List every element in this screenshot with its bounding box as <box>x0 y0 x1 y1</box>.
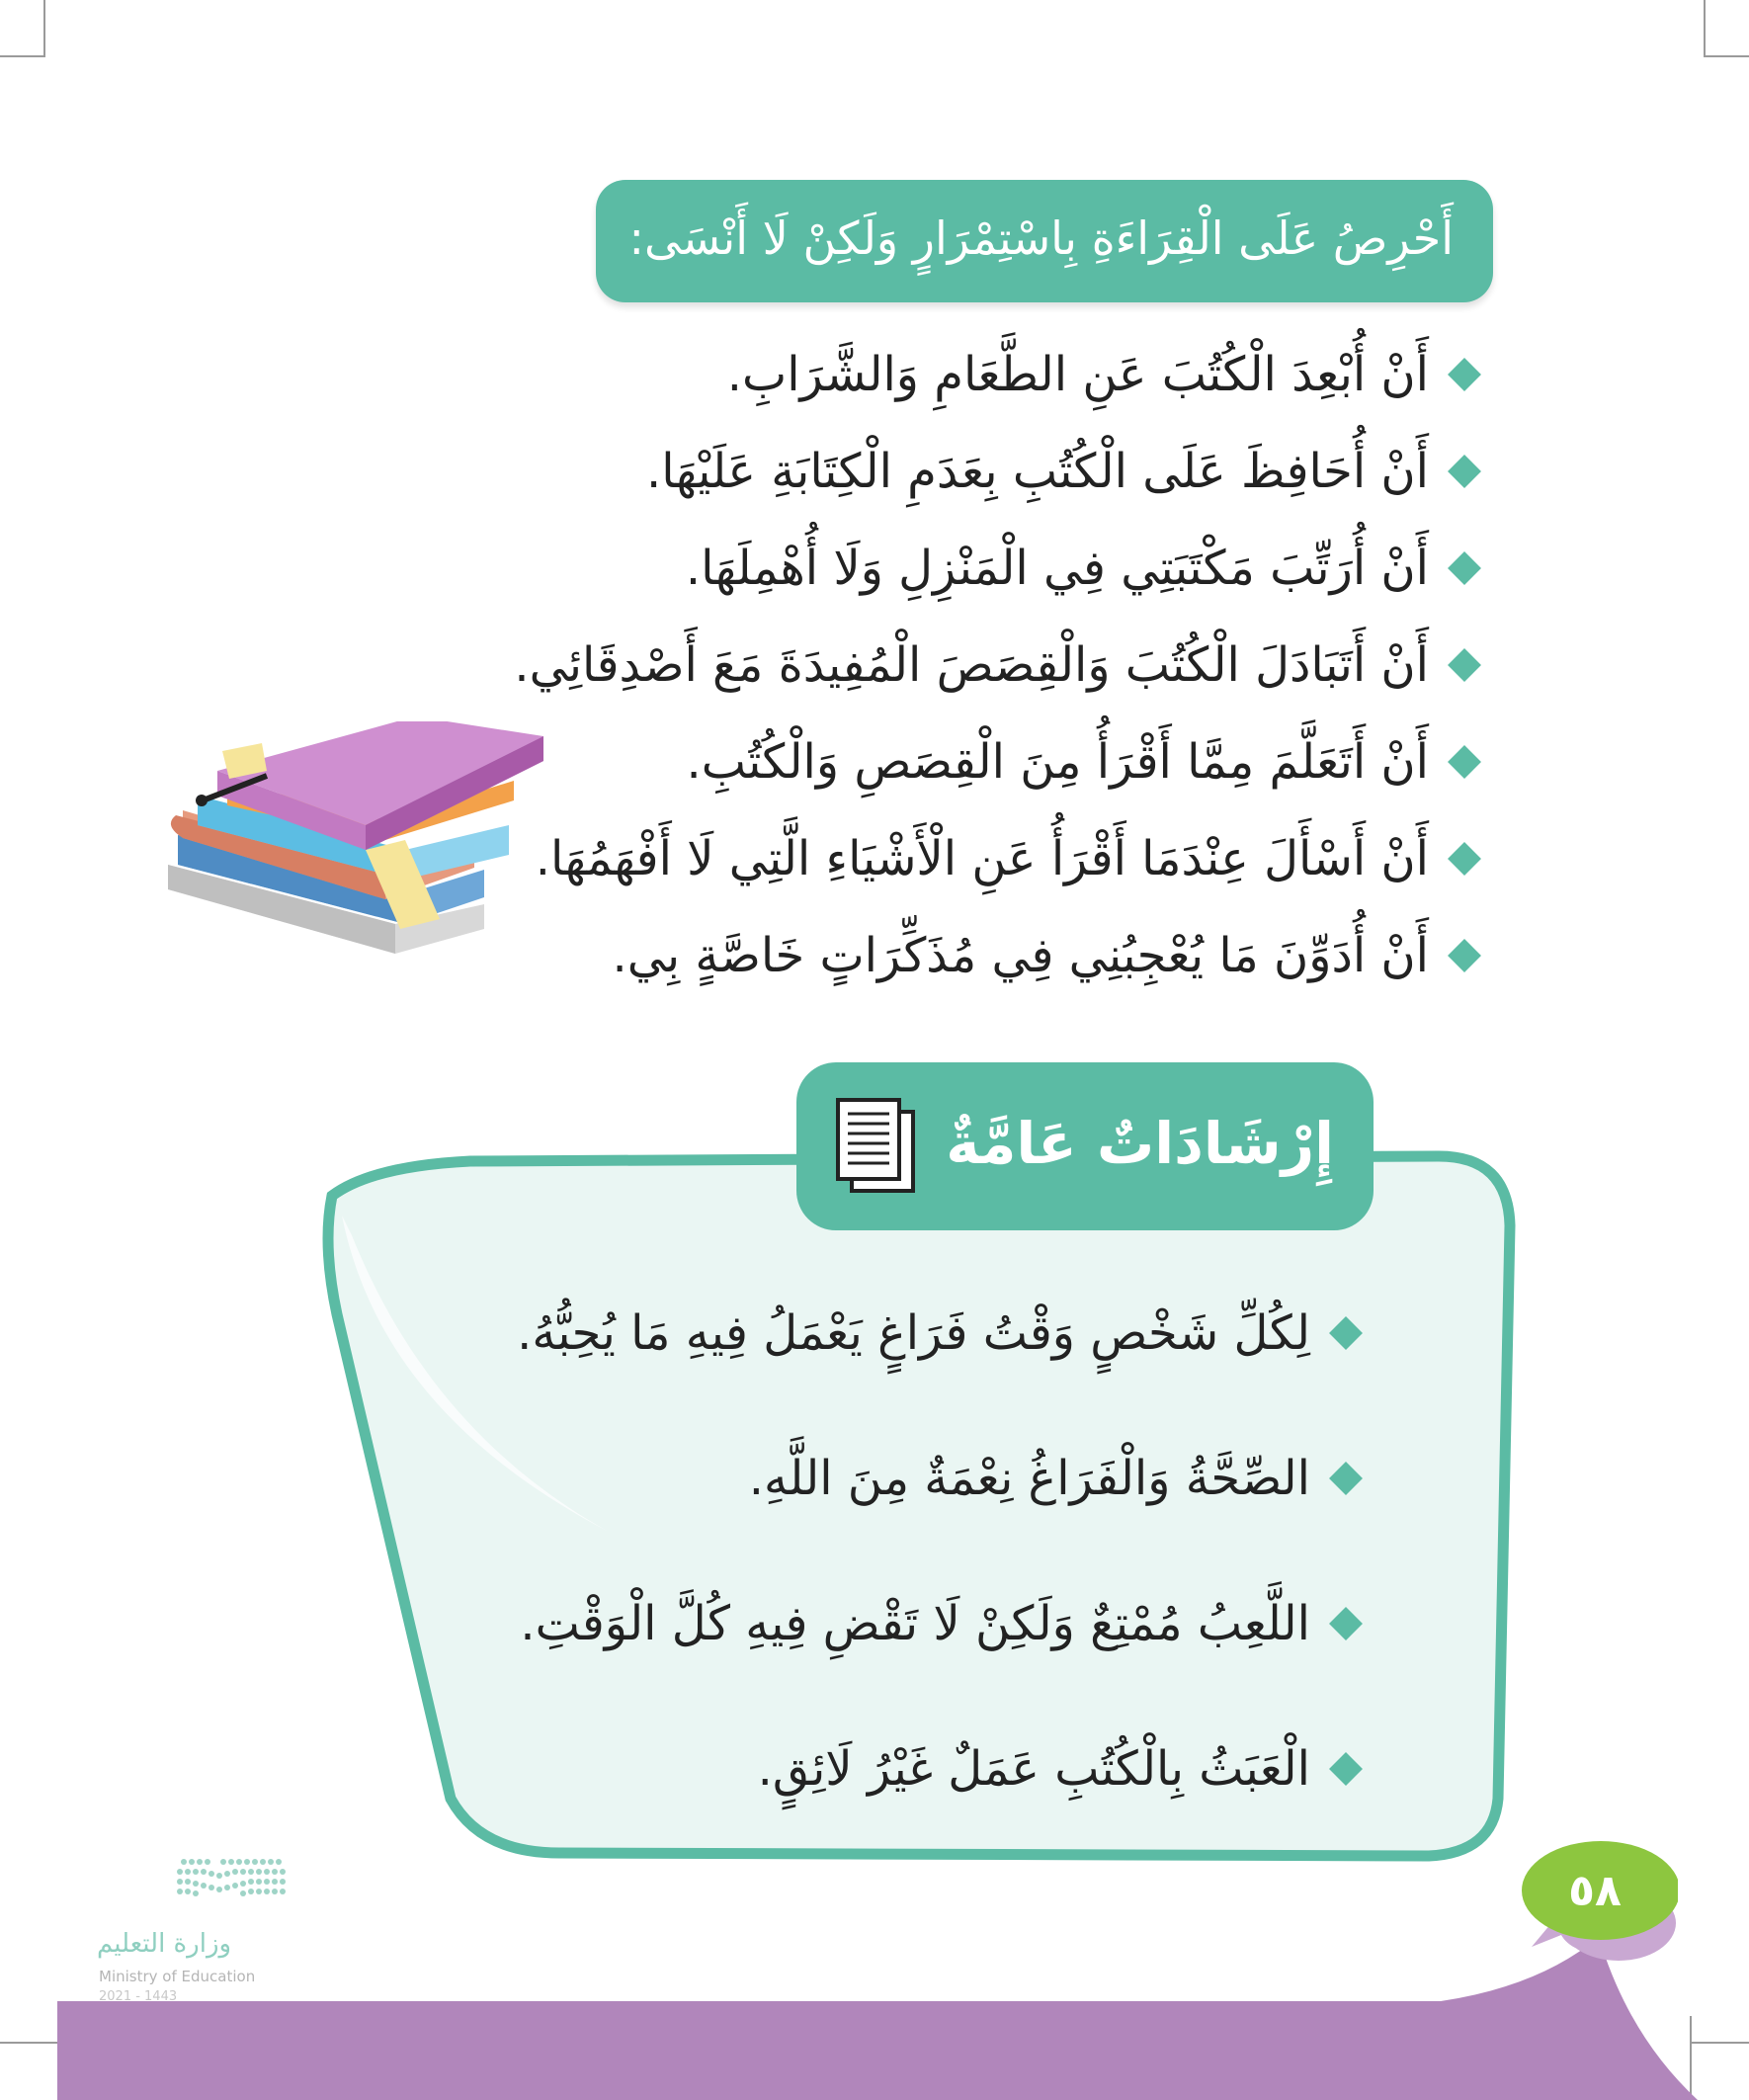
list-item <box>445 326 1482 423</box>
list-item <box>445 520 1482 617</box>
diamond-bullet-icon <box>1448 939 1481 972</box>
crop-mark <box>0 2042 57 2044</box>
tip-text: أَنْ أَسْأَلَ عِنْدَمَا أَقْرَأُ عَنِ الْأَشْيَاءِ الَّتِي لَا أَفْهَمُهَا. <box>535 831 1429 886</box>
diamond-bullet-icon <box>1448 648 1481 682</box>
diamond-bullet-icon <box>1448 745 1481 779</box>
tip-text: أَنْ أَتَعَلَّمَ مِمَّا أَقْرَأُ مِنَ الْقِصَصِ وَالْكُتُبِ. <box>686 734 1429 790</box>
page-number: ٥٨ <box>1568 1866 1622 1916</box>
list-item <box>445 907 1482 1004</box>
guidance-text: الصِّحَّةُ وَالْفَرَاغُ نِعْمَةٌ مِنَ اللَّهِ. <box>748 1450 1310 1506</box>
guidance-list <box>517 1260 1364 1841</box>
reading-tips-list <box>445 326 1482 1004</box>
diamond-bullet-icon <box>1329 1752 1363 1786</box>
crop-mark <box>1706 55 1749 57</box>
tip-text: أَنْ أُرَتِّبَ مَكْتَبَتِي فِي الْمَنْزِلِ وَلَا أُهْمِلَهَا. <box>685 541 1429 596</box>
diamond-bullet-icon <box>1448 842 1481 876</box>
list-item <box>520 1551 1364 1696</box>
crop-mark <box>0 55 43 57</box>
guidance-text: لِكُلِّ شَخْصٍ وَقْتُ فَرَاغٍ يَعْمَلُ فِيهِ مَا يُحِبُّهُ. <box>517 1304 1310 1361</box>
reading-tips-banner <box>596 180 1493 302</box>
diamond-bullet-icon <box>1448 358 1481 391</box>
tip-text: أَنْ أَتَبَادَلَ الْكُتُبَ وَالْقِصَصَ الْمُفِيدَةَ مَعَ أَصْدِقَائِي. <box>514 637 1429 693</box>
document-notes-icon <box>824 1092 933 1201</box>
tip-text: أَنْ أُدَوِّنَ مَا يُعْجِبُنِي فِي مُذَكِّرَاتٍ خَاصَّةٍ بِي. <box>612 928 1429 983</box>
crop-mark <box>1704 0 1706 57</box>
list-item <box>445 810 1482 907</box>
diamond-bullet-icon <box>1448 455 1481 488</box>
ministry-edition-year: 2021 - 1443 <box>99 1989 178 2004</box>
list-item <box>445 423 1482 520</box>
books-stack-illustration <box>158 721 563 1018</box>
diamond-bullet-icon <box>1448 551 1481 585</box>
guidance-text: الْعَبَثُ بِالْكُتُبِ عَمَلٌ غَيْرُ لَائِقٍ. <box>757 1740 1310 1797</box>
crop-mark <box>1692 2042 1749 2044</box>
crop-mark <box>43 0 45 57</box>
guidance-title-tab <box>796 1062 1374 1230</box>
list-item <box>534 1405 1364 1551</box>
list-item <box>517 1260 1364 1405</box>
diamond-bullet-icon <box>1329 1462 1363 1495</box>
ministry-arabic-name: وزارة التعليم <box>97 1929 232 1959</box>
list-item <box>445 617 1482 714</box>
tip-text: أَنْ أُبْعِدَ الْكُتُبَ عَنِ الطَّعَامِ وَالشَّرَابِ. <box>726 347 1429 402</box>
banner-title: أَحْرِصُ عَلَى الْقِرَاءَةِ بِاسْتِمْرَارٍ وَلَكِنْ لَا أَنْسَى: <box>628 211 1454 265</box>
diamond-bullet-icon <box>1329 1607 1363 1640</box>
tip-text: أَنْ أُحَافِظَ عَلَى الْكُتُبِ بِعَدَمِ الْكِتَابَةِ عَلَيْهَا. <box>645 444 1429 499</box>
guidance-title: إِرْشَادَاتٌ عَامَّةٌ <box>946 1110 1334 1177</box>
ministry-english-name: Ministry of Education <box>99 1968 256 1985</box>
list-item <box>445 714 1482 810</box>
list-item <box>534 1696 1364 1841</box>
guidance-text: اللَّعِبُ مُمْتِعٌ وَلَكِنْ لَا تَقْضِ فِيهِ كُلَّ الْوَقْتِ. <box>520 1595 1310 1651</box>
diamond-bullet-icon <box>1329 1316 1363 1350</box>
